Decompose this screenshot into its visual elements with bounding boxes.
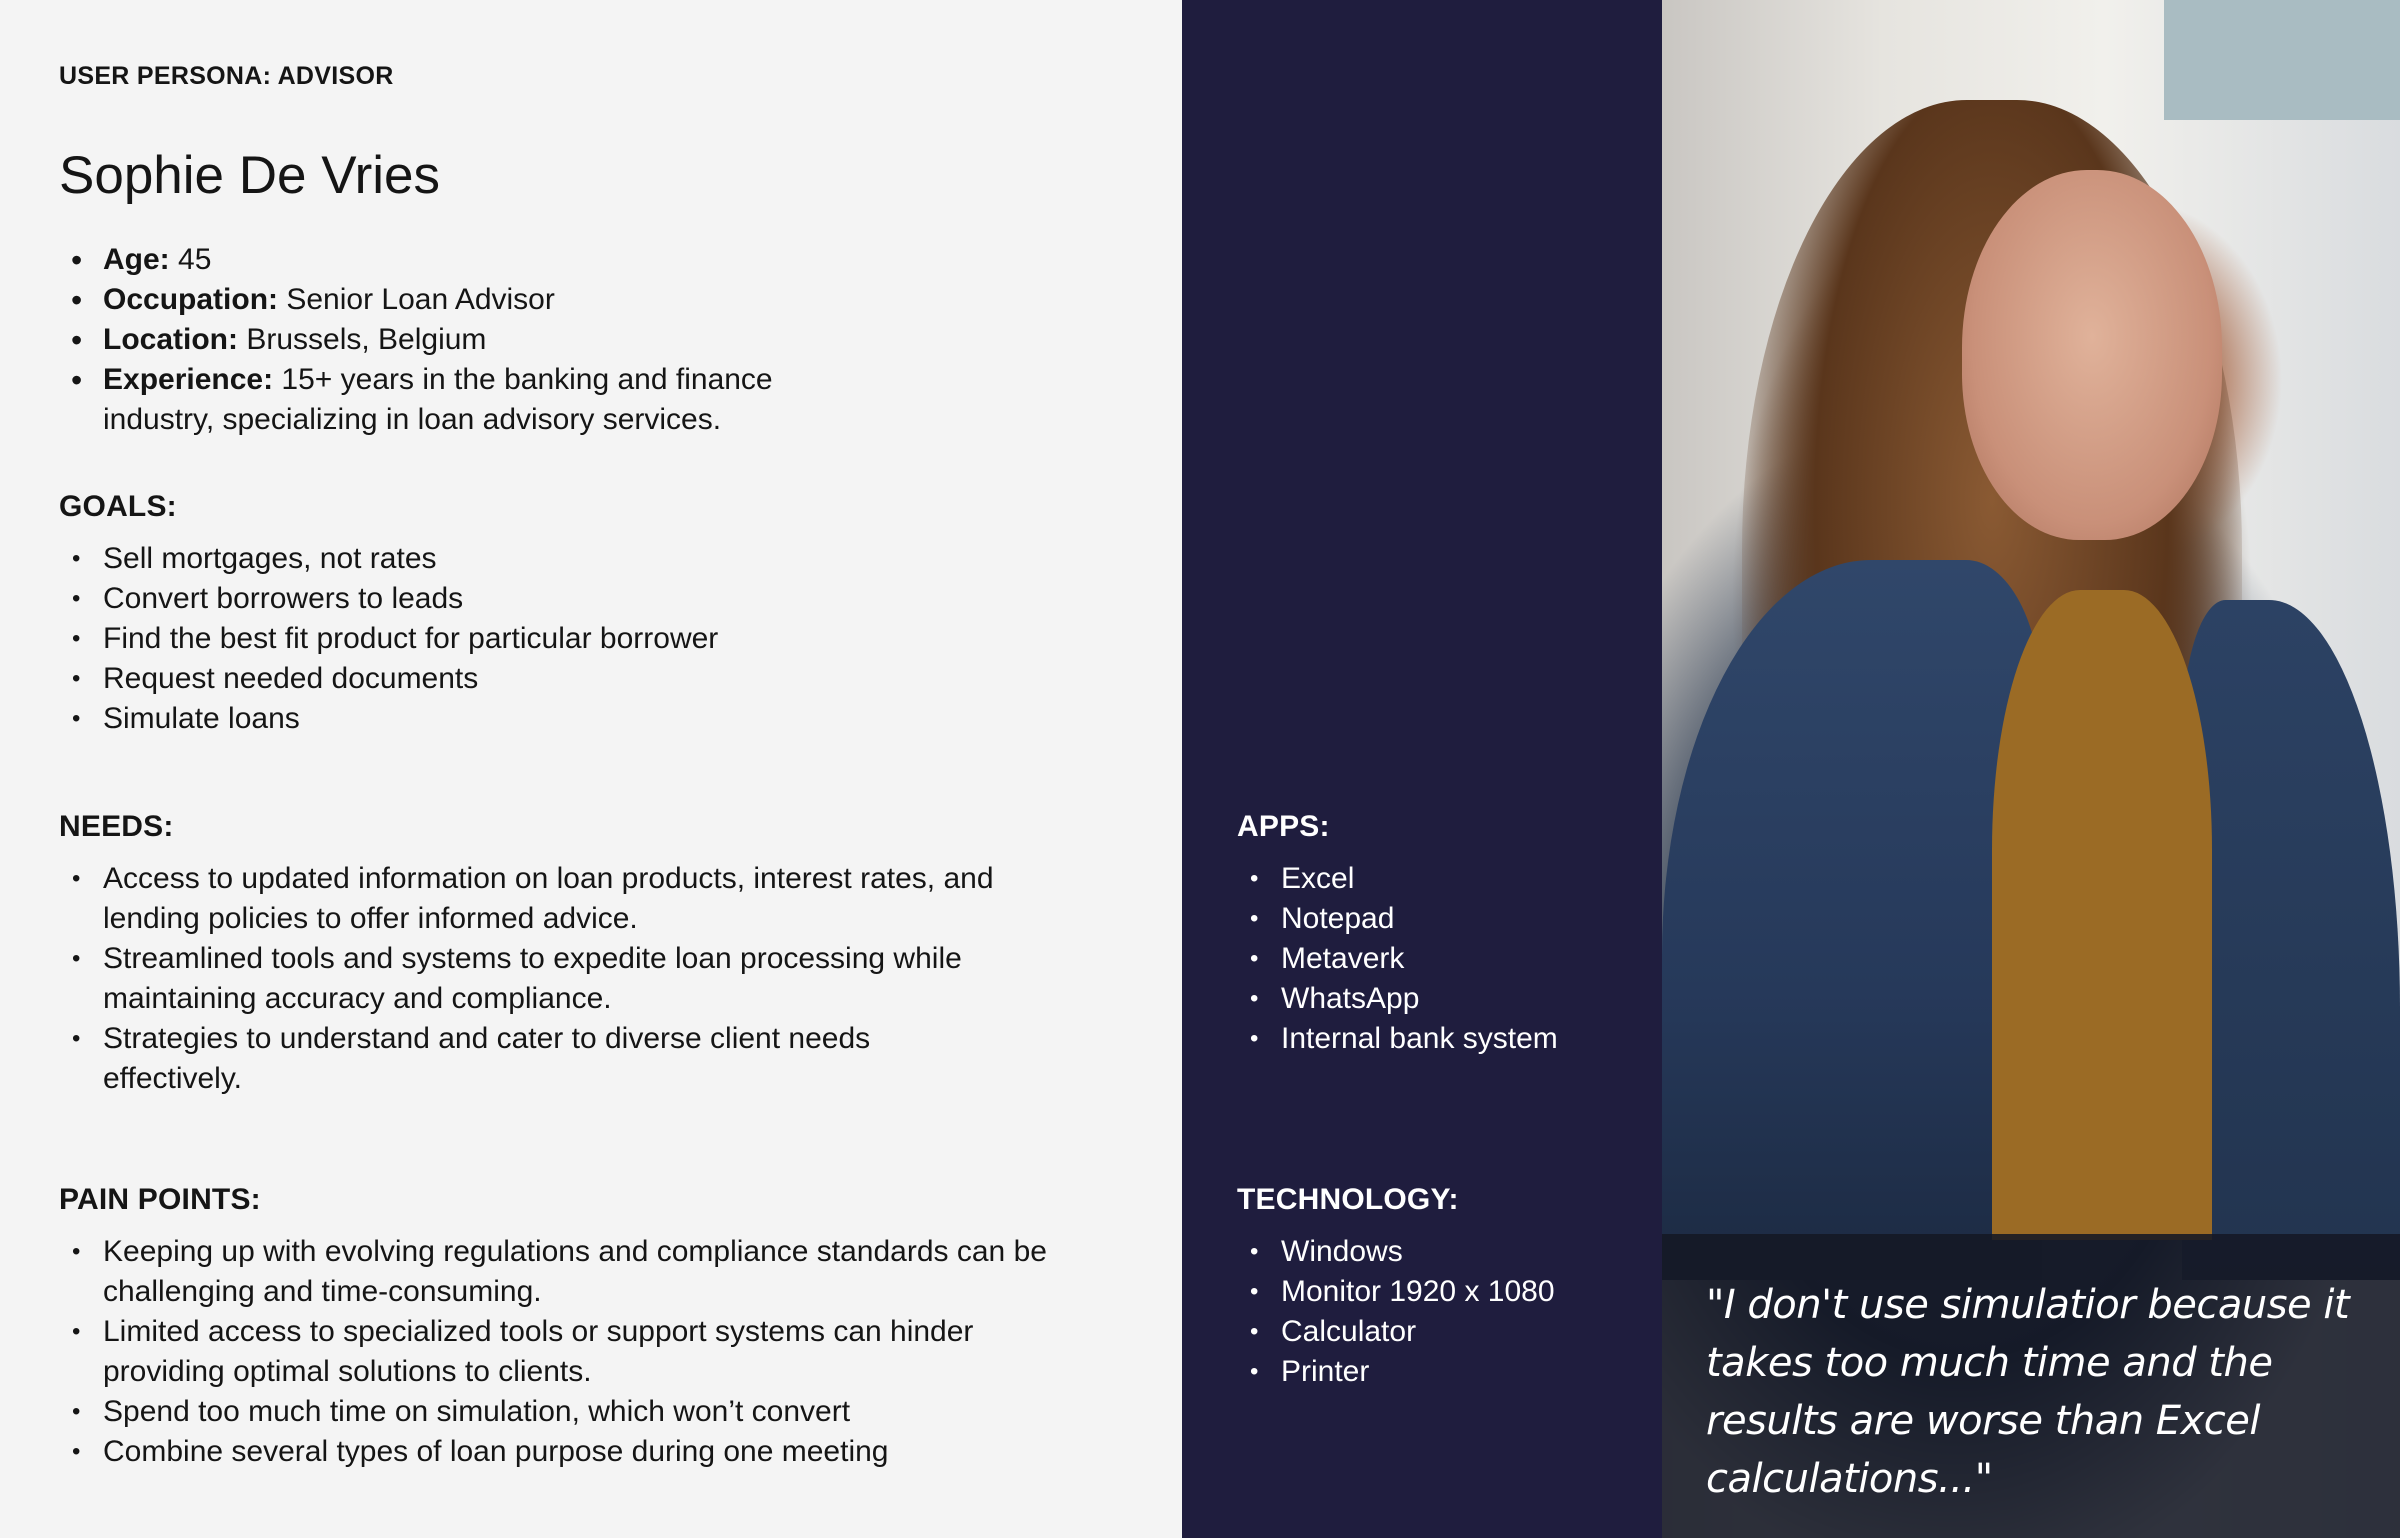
fact-occupation	[59, 280, 799, 320]
goals-title: GOALS:	[59, 490, 177, 523]
list-item: • Simulate loans	[59, 699, 1059, 739]
fact-label: Occupation:	[103, 283, 279, 316]
photo-face	[1962, 170, 2222, 540]
fact-value: Brussels, Belgium	[238, 323, 487, 356]
technology-title: TECHNOLOGY:	[1237, 1183, 1459, 1216]
quote-box	[1662, 1234, 2400, 1538]
fact-experience	[59, 360, 799, 440]
list-item: • Calculator	[1237, 1312, 1637, 1352]
photo-jacket	[1662, 560, 2042, 1280]
persona-photo	[1662, 0, 2400, 1538]
list-item: • Limited access to specialized tools or support systems can hinder providing optimal solutions to clients.	[59, 1312, 1059, 1392]
goals-section	[59, 487, 1059, 739]
persona-facts	[59, 240, 819, 440]
fact-location	[59, 320, 799, 360]
list-item: • Keeping up with evolving regulations and compliance standards can be challenging and time-consuming.	[59, 1232, 1059, 1312]
fact-label: Location:	[103, 323, 238, 356]
persona-name: Sophie De Vries	[59, 146, 441, 205]
fact-label: Experience:	[103, 363, 274, 396]
list-item: • Access to updated information on loan products, interest rates, and lending policies to offer informed advice.	[59, 859, 1059, 939]
persona-info-panel	[0, 0, 1182, 1538]
persona-quote: "I don't use simulatior because it takes too much time and the results are worse than Excel calculations..."	[1706, 1282, 2350, 1502]
list-item: • Sell mortgages, not rates	[59, 539, 1059, 579]
list-item: • Convert borrowers to leads	[59, 579, 1059, 619]
list-item: • WhatsApp	[1237, 979, 1637, 1019]
fact-label: Age:	[103, 243, 170, 276]
list-item: • Windows	[1237, 1232, 1637, 1272]
list-item: • Excel	[1237, 859, 1637, 899]
fact-age	[59, 240, 799, 280]
list-item: • Strategies to understand and cater to diverse client needs effectively.	[59, 1019, 959, 1099]
photo-jacket	[2182, 600, 2400, 1280]
list-item: • Request needed documents	[59, 659, 1059, 699]
tools-panel	[1182, 0, 1662, 1538]
fact-value: 45	[169, 243, 212, 276]
needs-title: NEEDS:	[59, 810, 174, 843]
apps-title: APPS:	[1237, 810, 1330, 843]
list-item: • Metaverk	[1237, 939, 1637, 979]
list-item: • Spend too much time on simulation, which won’t convert	[59, 1392, 1059, 1432]
fact-value: 15+ years in the banking and finance industry, specializing in loan advisory services.	[103, 363, 773, 436]
apps-section	[1237, 807, 1637, 1059]
list-item: • Notepad	[1237, 899, 1637, 939]
list-item: • Streamlined tools and systems to expedite loan processing while maintaining accuracy and compliance.	[59, 939, 1059, 1019]
list-item: • Find the best fit product for particular borrower	[59, 619, 1059, 659]
needs-section	[59, 807, 1059, 1099]
list-item: • Printer	[1237, 1352, 1637, 1392]
persona-eyebrow: USER PERSONA: ADVISOR	[59, 62, 394, 90]
pain-points-section	[59, 1180, 1059, 1472]
technology-section	[1237, 1180, 1637, 1392]
photo-background-window	[2164, 0, 2400, 120]
list-item: • Internal bank system	[1237, 1019, 1637, 1059]
pain-points-title: PAIN POINTS:	[59, 1183, 261, 1216]
fact-value: Senior Loan Advisor	[278, 283, 555, 316]
list-item: • Monitor 1920 x 1080	[1237, 1272, 1637, 1312]
photo-shirt	[1992, 590, 2212, 1240]
list-item: • Combine several types of loan purpose during one meeting	[59, 1432, 1059, 1472]
